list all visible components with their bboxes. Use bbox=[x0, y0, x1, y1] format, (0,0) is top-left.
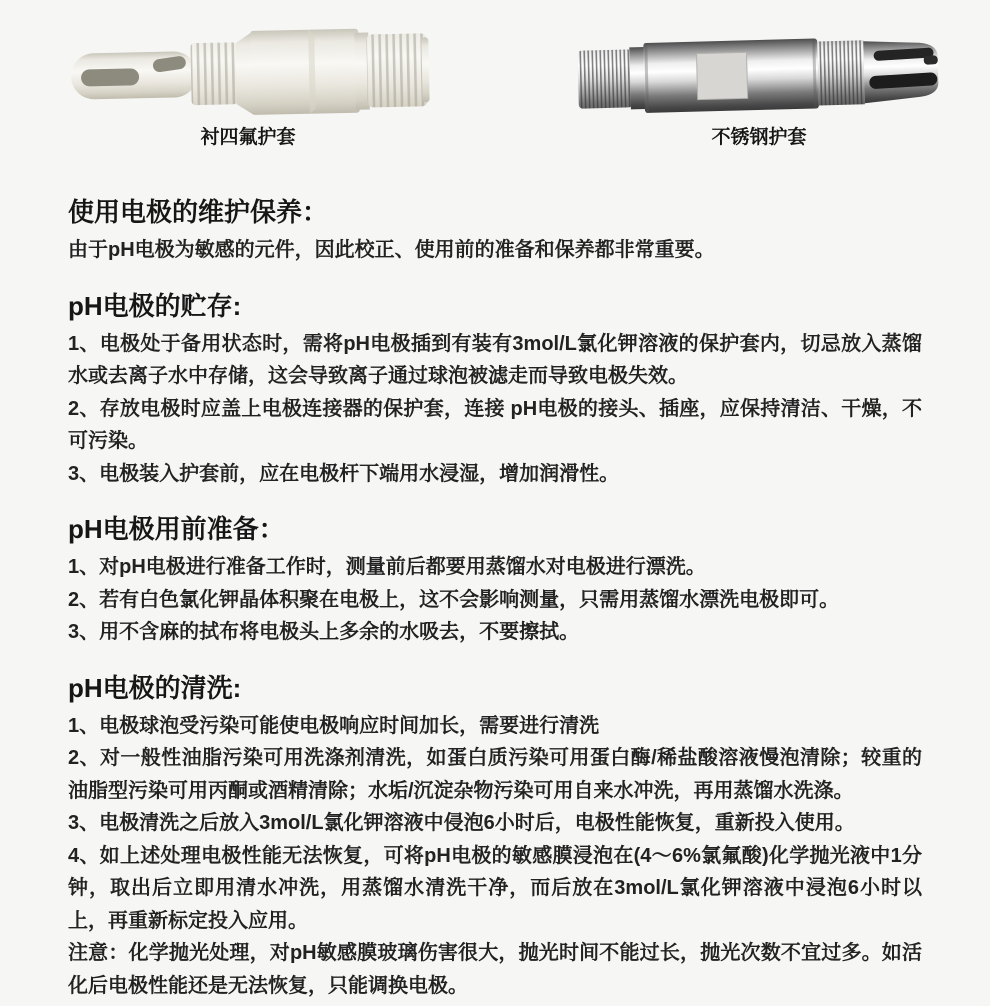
ptfe-sleeve-photo bbox=[57, 16, 439, 124]
body-line: 1、电极球泡受污染可能使电极响应时间加长，需要进行清洗 bbox=[68, 714, 600, 737]
section-preparation bbox=[68, 512, 922, 649]
body-line: 1、对pH电极进行准备工作时，测量前后都要用蒸馏水对电极进行漂洗。 bbox=[68, 556, 706, 578]
figure-caption: 衬四氟护套 bbox=[200, 127, 296, 148]
stainless-sleeve-photo bbox=[568, 16, 950, 124]
section-heading: pH电极的贮存: bbox=[68, 290, 242, 321]
figures-row bbox=[0, 0, 990, 151]
figure-caption: 不锈钢护套 bbox=[711, 127, 807, 148]
figure-ptfe-sleeve bbox=[57, 16, 439, 151]
body-line: 4、如上述处理电极性能无法恢复，可将pH电极的敏感膜浸泡在(4～6%氯氟酸)化学抛光液中1分钟，取出后立即用清水冲洗，用蒸馏水清洗干净，而后放在3mol/L氯化钾溶液中浸泡6小时以上，再重新标定投入应用。 bbox=[68, 844, 922, 932]
body-line: 注意：化学抛光处理，对pH敏感膜玻璃伤害很大，抛光时间不能过长，抛光次数不宜过多。如活化后电极性能还是无法恢复，只能调换电极。 bbox=[68, 942, 922, 997]
section-heading: pH电极的清洗: bbox=[68, 672, 242, 703]
figure-stainless-sleeve bbox=[568, 16, 950, 151]
section-maintenance bbox=[68, 195, 922, 267]
section-heading: pH电极用前准备： bbox=[68, 514, 285, 544]
content bbox=[0, 151, 990, 1002]
section-cleaning bbox=[68, 671, 922, 1003]
body-line: 2、存放电极时应盖上电极连接器的保护套，连接 pH电极的接头、插座，应保持清洁、干燥，不可污染。 bbox=[68, 397, 922, 452]
body-line: 2、对一般性油脂污染可用洗涤剂清洗，如蛋白质污染可用蛋白酶/稀盐酸溶液慢泡清除；较重的油脂型污染可用丙酮或酒精清除；水垢/沉淀杂物污染可用自来水冲洗，再用蒸馏水洗涤。 bbox=[68, 747, 922, 802]
body-line: 由于pH电极为敏感的元件，因此校正、使用前的准备和保养都非常重要。 bbox=[68, 239, 715, 261]
body-line: 2、若有白色氯化钾晶体积聚在电极上，这不会影响测量，只需用蒸馏水漂洗电极即可。 bbox=[68, 588, 840, 611]
body-line: 1、电极处于备用状态时，需将pH电极插到有装有3mol/L氯化钾溶液的保护套内，切忌放入蒸馏水或去离子水中存储，这会导致离子通过球泡被滤走而导致电极失效。 bbox=[68, 332, 922, 387]
body-line: 3、用不含麻的拭布将电极头上多余的水吸去，不要擦拭。 bbox=[68, 621, 580, 643]
body-line: 3、电极清洗之后放入3mol/L氯化钾溶液中侵泡6小时后，电极性能恢复，重新投入使用。 bbox=[68, 812, 855, 834]
section-storage bbox=[68, 289, 922, 491]
section-heading: 使用电极的维护保养： bbox=[68, 197, 329, 227]
body-line: 3、电极装入护套前，应在电极杆下端用水浸湿，增加润滑性。 bbox=[68, 462, 620, 485]
